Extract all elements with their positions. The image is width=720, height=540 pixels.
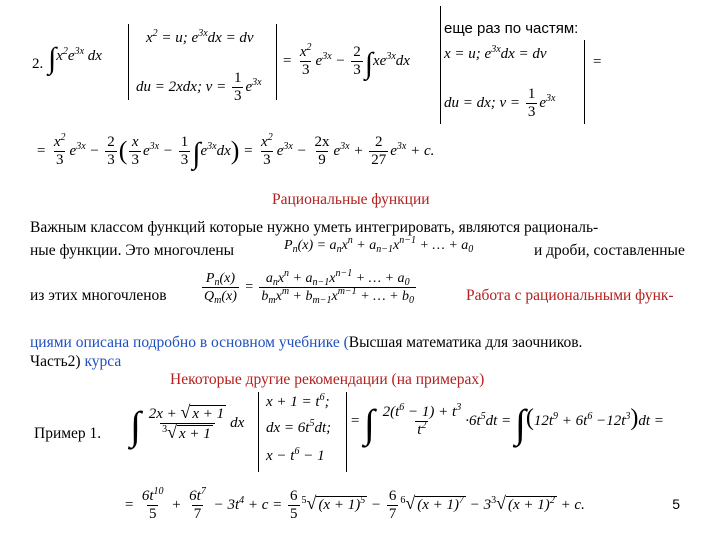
book-part: Часть2) [30, 353, 81, 370]
problem-2-middle: = $\frac{x^2}{3}$ $e^{3x}$ − $\frac{2}{3}$ $\int xe^{3x}dx$ [282, 42, 410, 80]
sub3-bottom: $x - t^6 - 1$ [266, 446, 325, 464]
para1-line3a: из этих многочленов [30, 287, 167, 304]
example-1-answer: = $\frac{6t^{10}}{5}$ + $\frac{6t^7}{7}$ − $3t^4 + c$ = $\frac{6}{5}$ $^5$√ $(x + 1)^5$ − $\frac{6}{7}$ $^6$√ $(x + 1)^7 - 3^3√$ $(x + 1)^2 + c$. [124, 486, 585, 522]
example-1-integral: ∫ $\frac{2x + √ x + 1}{^3√ x + 1}$ dx [130, 402, 245, 448]
book-title: Высшая математика для заочников. [348, 334, 583, 351]
problem-2-integral: $\int x^2e^{3x}$ dx [48, 42, 102, 75]
para1-line2b: и дроби, составленные [534, 242, 685, 259]
course-word: курса [80, 353, 122, 370]
parts-label: еще раз по частям: [444, 20, 579, 37]
para1-line2a: ные функции. Это многочлены [30, 242, 235, 259]
sub2-bottom: du = dx; v = $\frac{1}{3}$ $e^{3x}$ [444, 86, 556, 120]
heading-other-recommendations: Некоторые другие рекомендации (на примерах) [170, 371, 485, 388]
sub1-bottom: du = 2xdx; v = $\frac{1}{3}$ $e^{3x}$ [136, 70, 262, 104]
para1-line4-text: циями описана подробно в основном учебнике ( [30, 334, 349, 351]
sub3-top: $x + 1 = t^6$; [266, 392, 330, 410]
example-1-transform: = ∫ $\frac{2(t^6 - 1) + t^3}{t^2}$ $\cdot 6t^5dt = \int(12t^9 + 6t^6 -12t^3)dt$ = [350, 401, 664, 446]
problem-2-number: 2. [32, 56, 44, 72]
example-1-label: Пример 1. [34, 425, 102, 442]
sub1-right-bar [276, 24, 277, 100]
para1-line1: Важным классом функций которые нужно уметь интегрировать, являются рациональ- [30, 219, 599, 236]
sub3-mid: dx = $6t^5dt$; [266, 418, 332, 436]
sub1-left-bar [128, 24, 129, 100]
sub2-top: x = u; $e^{3x}dx$ = dv [444, 44, 547, 62]
heading-rational-functions: Рациональные функции [272, 191, 430, 208]
para1-line3b: Работа с рациональными функ- [466, 287, 674, 304]
para1-line4 [30, 333, 582, 353]
sub1-top: $x^2 = u$; $e^{3x}dx$ = dv [146, 28, 254, 46]
sub3-right-bar [346, 392, 347, 472]
sub3-left-bar [258, 392, 259, 472]
polynomial-formula: $P_n(x) = a_nx^n + a_{n-1}x^{n-1}$ + … + $a_0$ [284, 235, 474, 255]
page-number: 5 [672, 496, 680, 512]
problem-2-result: = $\frac{x^2}{3}$ $e^{3x}$ − $\frac{2}{3}$ ( $\frac{x}{3}$ $e^{3x}$ − $\frac{1}{3}$ $\int e^{3x}dx$) = $\frac{x^2}{3}$ $e^{3x}$ − $\frac{2x}{9}$ $e^{3x}$ + $\frac{2}{27}$ $e^{3x} + c$. [36, 132, 435, 170]
sub2-left-bar [440, 6, 441, 124]
equals-end: = [592, 54, 603, 70]
rational-ratio-formula: $\frac{P_n(x)}{Q_m(x)}$ = $\frac{a_nx^n + a_{n-1}x^{n-1} + \dots + a_0}{b_mx^m + b_{m-1}x^{m-1} + \dots + b_0}$ [204, 268, 415, 306]
sub2-right-bar [584, 40, 585, 124]
para1-line5 [30, 352, 121, 372]
